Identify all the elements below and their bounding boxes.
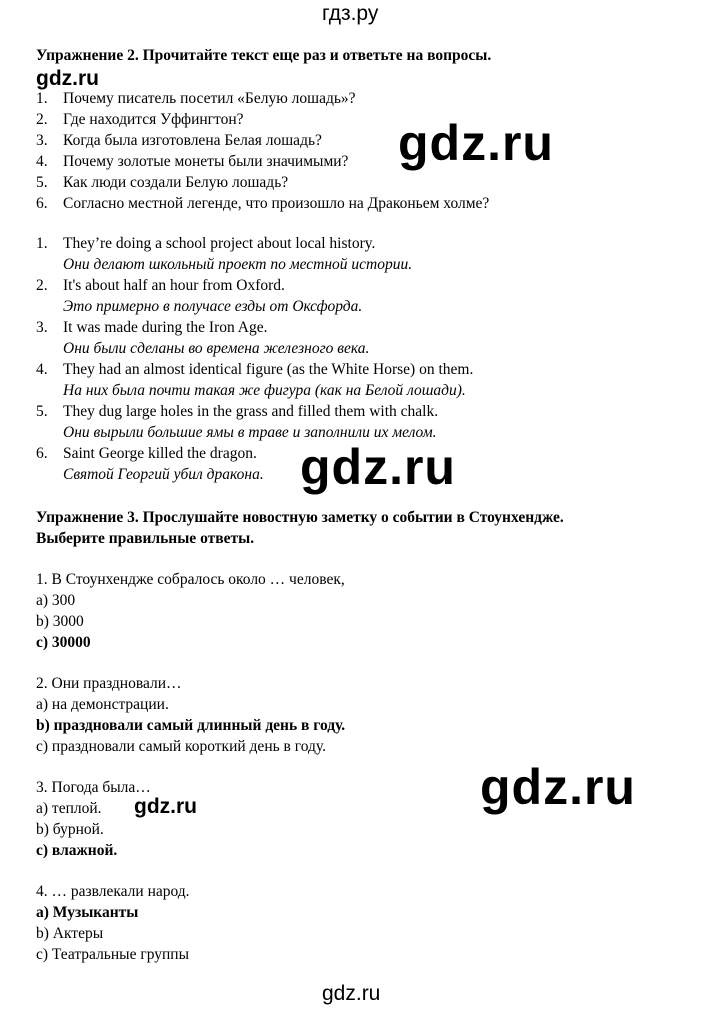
test-option: c) праздновали самый короткий день в году. bbox=[36, 738, 326, 755]
answer-en: 4. They had an almost identical figure (as the White Horse) on them. bbox=[36, 361, 474, 378]
question-item: 3. Когда была изготовлена Белая лошадь? bbox=[36, 132, 322, 149]
exercise-2-title: Упражнение 2. Прочитайте текст еще раз и ответьте на вопросы. bbox=[36, 47, 492, 64]
test-option: a) 300 bbox=[36, 592, 76, 609]
answer-en: 3. It was made during the Iron Age. bbox=[36, 319, 268, 336]
question-item: 4. Почему золотые монеты были значимыми? bbox=[36, 153, 349, 170]
test-option-correct: b) праздновали самый длинный день в году. bbox=[36, 717, 346, 734]
question-item: 6. Согласно местной легенде, что произошло на Драконьем холме? bbox=[36, 195, 490, 212]
answer-ru: Святой Георгий убил дракона. bbox=[63, 466, 264, 483]
test-option: b) 3000 bbox=[36, 613, 84, 630]
test-question: 1. В Стоунхендже собралось около … человек, bbox=[36, 571, 345, 588]
question-item: 1. Почему писатель посетил «Белую лошадь»? bbox=[36, 90, 356, 107]
watermark-large-3: gdz.ru bbox=[480, 759, 636, 815]
question-item: 5. Как люди создали Белую лошадь? bbox=[36, 174, 289, 191]
answer-ru: Они вырыли большие ямы в траве и заполнили их мелом. bbox=[63, 424, 437, 441]
test-option: c) Театральные группы bbox=[36, 946, 189, 963]
test-option: a) теплой. bbox=[36, 800, 102, 817]
page-header: гдз.ру bbox=[322, 2, 379, 25]
watermark-small-1: gdz.ru bbox=[36, 67, 99, 90]
test-question: 3. Погода была… bbox=[36, 779, 151, 796]
test-option-correct: a) Музыканты bbox=[36, 904, 139, 921]
page-footer: gdz.ru bbox=[322, 982, 381, 1005]
watermark-large-2: gdz.ru bbox=[300, 439, 456, 495]
watermark-small-2: gdz.ru bbox=[134, 795, 197, 818]
test-option: b) бурной. bbox=[36, 821, 104, 838]
answer-en: 6. Saint George killed the dragon. bbox=[36, 445, 257, 462]
answer-en: 5. They dug large holes in the grass and filled them with chalk. bbox=[36, 403, 439, 420]
exercise-3-title-line-1: Упражнение 3. Прослушайте новостную заметку о событии в Стоунхендже. bbox=[36, 509, 564, 526]
answer-ru: Они были сделаны во времена железного века. bbox=[63, 340, 370, 357]
test-question: 2. Они праздновали… bbox=[36, 675, 182, 692]
exercise-3-title-line-2: Выберите правильные ответы. bbox=[36, 530, 255, 547]
answer-ru: Они делают школьный проект по местной истории. bbox=[63, 256, 413, 273]
question-item: 2. Где находится Уффингтон? bbox=[36, 111, 244, 128]
answer-ru: На них была почти такая же фигура (как на Белой лошади). bbox=[63, 382, 466, 399]
test-question: 4. … развлекали народ. bbox=[36, 883, 190, 900]
test-option-correct: c) влажной. bbox=[36, 842, 118, 859]
answer-ru: Это примерно в получасе езды от Оксфорда. bbox=[63, 298, 363, 315]
test-option-correct: c) 30000 bbox=[36, 634, 91, 651]
answer-en: 2. It's about half an hour from Oxford. bbox=[36, 277, 285, 294]
watermark-large-1: gdz.ru bbox=[398, 115, 554, 171]
test-option: b) Актеры bbox=[36, 925, 104, 942]
test-option: a) на демонстрации. bbox=[36, 696, 169, 713]
answer-en: 1. They’re doing a school project about local history. bbox=[36, 235, 376, 252]
